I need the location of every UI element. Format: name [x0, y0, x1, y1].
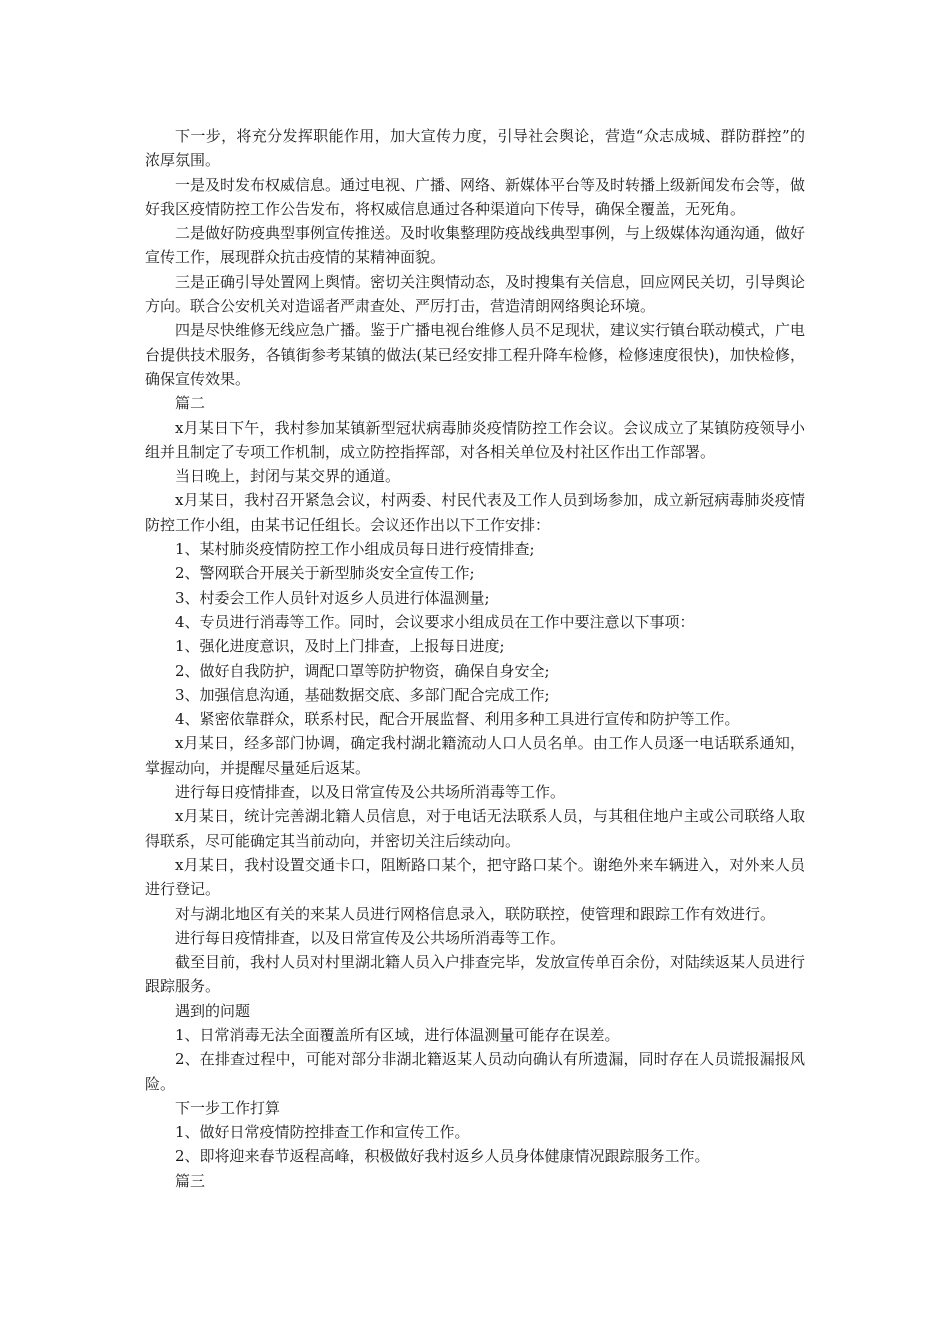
paragraph: 2、警网联合开展关于新型肺炎安全宣传工作;: [175, 564, 475, 583]
paragraph: 3、加强信息沟通，基础数据交底、多部门配合完成工作;: [175, 685, 550, 704]
paragraph: 1、强化进度意识，及时上门排查，上报每日进度;: [175, 637, 505, 656]
paragraph: x月某日，经多部门协调，确定我村湖北籍流动人口人员名单。由工作人员逐一电话联系通知，掌握动向，并提醒尽量延后返某。: [145, 734, 805, 777]
paragraph: 1、某村肺炎疫情防控工作小组成员每日进行疫情排查;: [175, 540, 535, 559]
paragraph: 2、做好自我防护，调配口罩等防护物资，确保自身安全;: [175, 661, 550, 680]
paragraph: 篇三: [175, 1171, 206, 1190]
paragraph: 4、紧密依靠群众，联系村民，配合开展监督、利用多种工具进行宣传和防护等工作。: [175, 710, 740, 729]
paragraph: 截至目前，我村人员对村里湖北籍人员入户排查完毕，发放宣传单百余份，对陆续返某人员进行跟踪服务。: [145, 953, 806, 996]
paragraph: x月某日，统计完善湖北籍人员信息，对于电话无法联系人员，与其租住地户主或公司联络人取得联系，尽可能确定其当前动向，并密切关注后续动向。: [145, 807, 805, 850]
paragraph: 3、村委会工作人员针对返乡人员进行体温测量;: [175, 588, 490, 607]
paragraph: 当日晚上，封闭与某交界的通道。: [175, 467, 401, 486]
document-body: [145, 124, 805, 1193]
paragraph: 一是及时发布权威信息。通过电视、广播、网络、新媒体平台等及时转播上级新闻发布会等，做好我区疫情防控工作公告发布，将权威信息通过各种渠道向下传导，确保全覆盖，无死角。: [145, 175, 806, 218]
paragraph: 遇到的问题: [175, 1001, 251, 1020]
paragraph: 篇二: [175, 394, 206, 413]
paragraph: 1、日常消毒无法全面覆盖所有区域，进行体温测量可能存在误差。: [175, 1025, 620, 1044]
paragraph: 1、做好日常疫情防控排查工作和宣传工作。: [175, 1123, 470, 1142]
paragraph: x月某日，我村设置交通卡口，阻断路口某个，把守路口某个。谢绝外来车辆进入，对外来人员进行登记。: [145, 855, 805, 899]
paragraph: 对与湖北地区有关的来某人员进行网格信息录入，联防联控，使管理和跟踪工作有效进行。: [175, 904, 776, 923]
paragraph: 4、专员进行消毒等工作。同时，会议要求小组成员在工作中要注意以下事项：: [175, 612, 695, 631]
paragraph: 2、在排查过程中，可能对部分非湖北籍返某人员动向确认有所遗漏，同时存在人员谎报漏报风险。: [145, 1050, 805, 1093]
paragraph: 下一步工作打算: [175, 1098, 281, 1117]
paragraph: 下一步，将充分发挥职能作用，加大宣传力度，引导社会舆论，营造“众志成城、群防群控”的浓厚氛围。: [145, 127, 805, 170]
paragraph: 进行每日疫情排查，以及日常宣传及公共场所消毒等工作。: [175, 783, 566, 802]
paragraph: 2、即将迎来春节返程高峰，积极做好我村返乡人员身体健康情况跟踪服务工作。: [175, 1147, 710, 1166]
paragraph: 进行每日疫情排查，以及日常宣传及公共场所消毒等工作。: [175, 928, 566, 947]
paragraph: 二是做好防疫典型事例宣传推送。及时收集整理防疫战线典型事例，与上级媒体沟通沟通，做好宣传工作，展现群众抗击疫情的某精神面貌。: [145, 224, 806, 267]
paragraph: 三是正确引导处置网上舆情。密切关注舆情动态，及时搜集有关信息，回应网民关切，引导舆论方向。联合公安机关对造谣者严肃查处、严厉打击，营造清朗网络舆论环境。: [145, 272, 806, 316]
paragraph: 四是尽快维修无线应急广播。鉴于广播电视台维修人员不足现状，建议实行镇台联动模式，广电台提供技术服务，各镇街参考某镇的做法(某已经安排工程升降车检修，检修速度很快)，加快检修，确保宣传效果。: [145, 321, 806, 388]
paragraph: x月某日，我村召开紧急会议，村两委、村民代表及工作人员到场参加，成立新冠病毒肺炎疫情防控工作小组，由某书记任组长。会议还作出以下工作安排：: [145, 491, 805, 534]
paragraph: x月某日下午，我村参加某镇新型冠状病毒肺炎疫情防控工作会议。会议成立了某镇防疫领导小组并且制定了专项工作机制，成立防控指挥部，对各相关单位及村社区作出工作部署。: [145, 418, 805, 461]
